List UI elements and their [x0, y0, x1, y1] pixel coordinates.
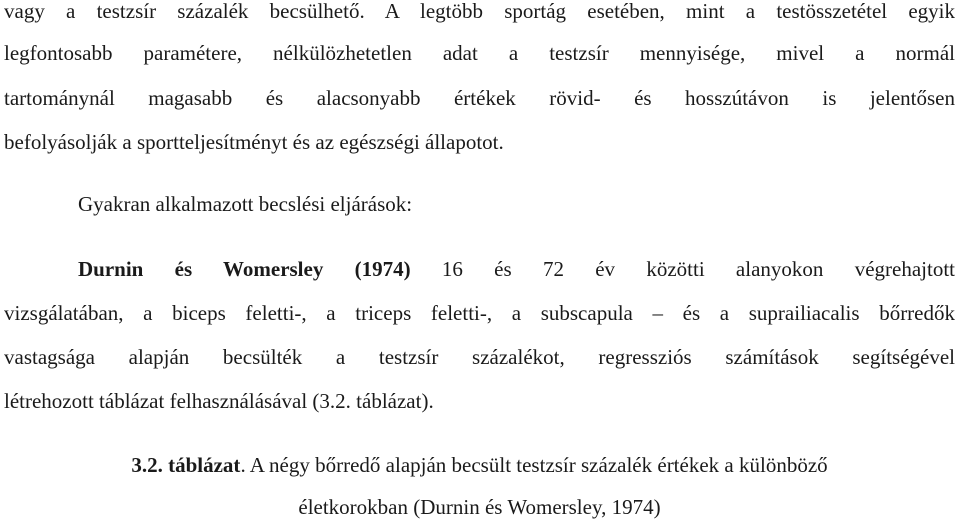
paragraph-1-line-4: befolyásolják a sportteljesítményt és az egészségi állapotot.: [4, 130, 504, 154]
table-caption-text: . A négy bőrredő alapján becsült testzsír százalék értékek a különböző: [240, 453, 828, 477]
paragraph-2-line-1: [78, 254, 955, 284]
paragraph-2-line-1-text: 16 és 72 év közötti alanyokon végrehajtott: [410, 257, 955, 281]
table-caption-line-1: [0, 450, 959, 480]
paragraph-1-line-1: vagy a testzsír százalék becsülhető. A legtöbb sportág esetében, mint a testösszetétel egyik: [4, 0, 955, 23]
paragraph-2-line-2: vizsgálatában, a biceps feletti-, a triceps feletti-, a subscapula – és a suprailiacalis bőrredők: [4, 301, 955, 325]
authors-citation: Durnin és Womersley (1974): [78, 257, 411, 281]
table-caption-line-2: életkorokban (Durnin és Womersley, 1974): [298, 495, 661, 519]
paragraph-2-line-4: létrehozott táblázat felhasználásával (3.2. táblázat).: [4, 389, 434, 413]
paragraph-1-line-2: legfontosabb paramétere, nélkülözhetetlen adat a testzsír mennyisége, mivel a normál: [4, 41, 955, 65]
paragraph-2-line-3: vastagsága alapján becsülték a testzsír százalékot, regressziós számítások segítségével: [4, 345, 955, 369]
methods-heading: Gyakran alkalmazott becslési eljárások:: [78, 192, 413, 216]
table-caption-label: 3.2. táblázat: [131, 453, 241, 477]
paragraph-1-line-3: tartománynál magasabb és alacsonyabb értékek rövid- és hosszútávon is jelentősen: [4, 86, 955, 110]
